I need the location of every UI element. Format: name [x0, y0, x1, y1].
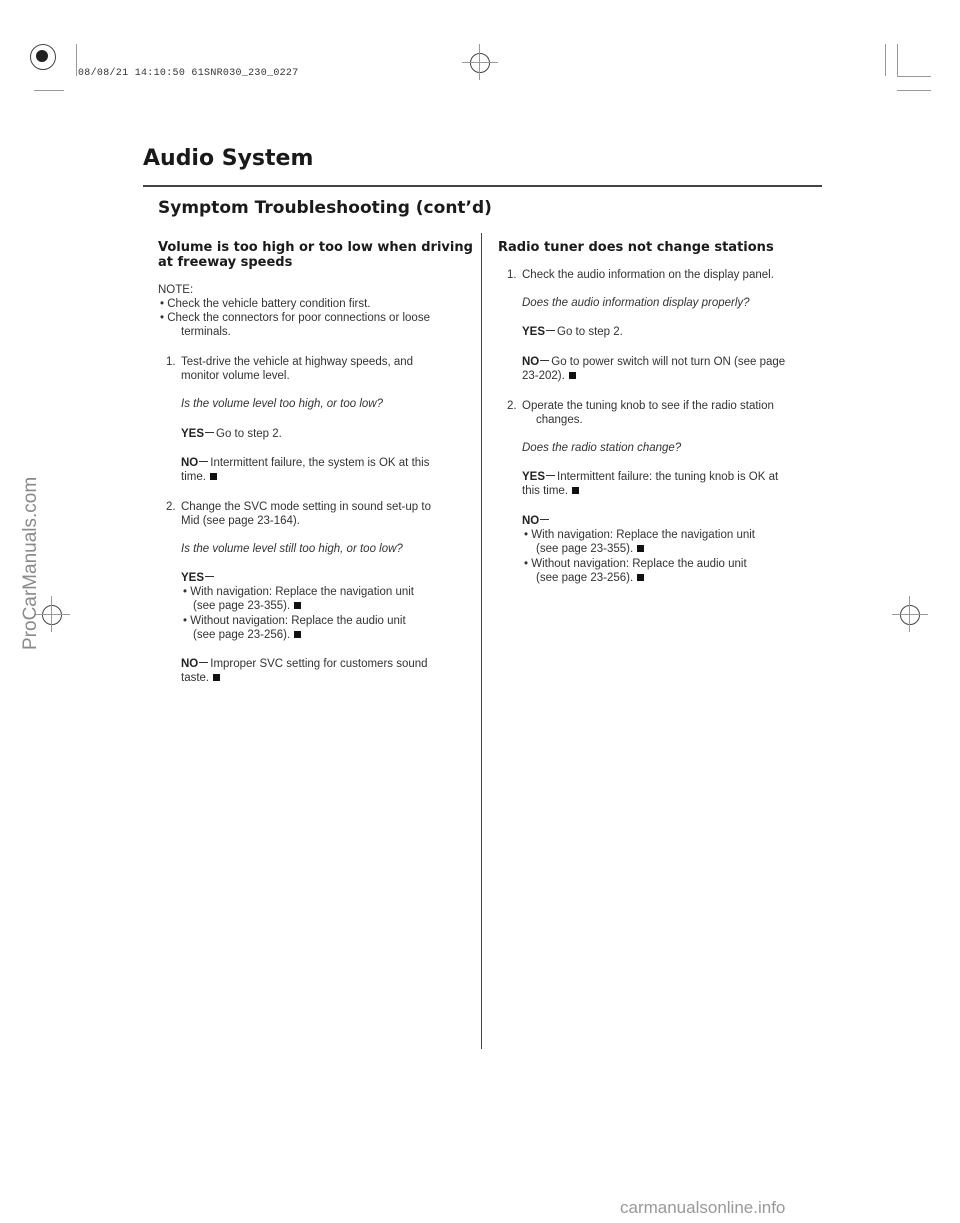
right-step1-number: 1.	[507, 269, 517, 281]
target-mark-top-left-fill	[36, 50, 48, 62]
right-step2-text-cont: changes.	[536, 414, 583, 426]
end-mark-icon	[213, 674, 220, 681]
crosshair-left	[42, 605, 62, 625]
right-heading: Radio tuner does not change stations	[498, 240, 774, 255]
left-step2-no: NO Improper SVC setting for customers sound	[181, 658, 428, 670]
note-item-connectors: • Check the connectors for poor connections or loose	[160, 312, 430, 324]
left-heading: Volume is too high or too low when driving at freeway speeds	[158, 240, 473, 270]
end-mark-icon	[210, 473, 217, 480]
right-step2-no-no-nav: • Without navigation: Replace the audio unit	[524, 558, 747, 570]
note-item-connectors-cont: terminals.	[181, 326, 231, 338]
left-step2-text: Change the SVC mode setting in sound set-up to	[181, 501, 431, 513]
left-step2-yes-nav: • With navigation: Replace the navigation unit	[183, 586, 414, 598]
right-step1-no-cont: 23-202).	[522, 369, 576, 383]
right-step1-yes: YES Go to step 2.	[522, 326, 623, 338]
right-step2-yes: YES Intermittent failure: the tuning knob is OK at	[522, 471, 779, 483]
left-question-2: Is the volume level still too high, or too low?	[181, 543, 403, 555]
crosshair-top	[470, 53, 490, 73]
bottom-watermark: carmanualsonline.info	[620, 1198, 786, 1217]
title-rule	[143, 185, 822, 187]
left-step2-text-cont: Mid (see page 23-164).	[181, 515, 300, 527]
right-step2-number: 2.	[507, 400, 517, 412]
section-subtitle: Symptom Troubleshooting (cont’d)	[158, 198, 492, 218]
left-step1-number: 1.	[166, 356, 176, 368]
print-stamp: 08/08/21 14:10:50 61SNR030_230_0227	[78, 68, 299, 79]
end-mark-icon	[637, 574, 644, 581]
left-question-1: Is the volume level too high, or too low?	[181, 398, 384, 410]
left-step1-yes: YES Go to step 2.	[181, 428, 282, 440]
side-watermark	[20, 476, 50, 680]
column-divider	[481, 233, 482, 1049]
left-step1-text: Test-drive the vehicle at highway speeds, and	[181, 356, 414, 368]
right-question-2: Does the radio station change?	[522, 442, 682, 454]
left-step1-no-cont: time.	[181, 470, 217, 484]
left-step2-yes-no-nav: • Without navigation: Replace the audio unit	[183, 615, 406, 627]
right-step1-text: Check the audio information on the display panel.	[522, 269, 774, 281]
page-title: Audio System	[143, 146, 314, 171]
end-mark-icon	[637, 545, 644, 552]
left-step2-no-cont: taste.	[181, 671, 220, 685]
end-mark-icon	[294, 602, 301, 609]
end-mark-icon	[572, 487, 579, 494]
right-question-1: Does the audio information display properly?	[522, 297, 750, 309]
right-step1-no: NO Go to power switch will not turn ON (see page	[522, 356, 786, 368]
left-step2-number: 2.	[166, 501, 176, 513]
left-step1-text-cont: monitor volume level.	[181, 370, 290, 382]
note-item-battery: • Check the vehicle battery condition first.	[160, 298, 371, 310]
left-step2-yes: YES	[181, 571, 216, 585]
note-label: NOTE:	[158, 284, 194, 296]
right-step2-no-nav: • With navigation: Replace the navigation unit	[524, 529, 755, 541]
end-mark-icon	[294, 631, 301, 638]
left-step2-yes-nav-cont: (see page 23-355).	[193, 599, 301, 613]
crosshair-right	[900, 605, 920, 625]
side-watermark-text: ProCarManuals.com	[20, 476, 41, 650]
end-mark-icon	[569, 372, 576, 379]
left-step1-no: NO Intermittent failure, the system is OK at this	[181, 457, 430, 469]
right-step2-no: NO	[522, 514, 551, 528]
right-step2-text: Operate the tuning knob to see if the radio station	[522, 400, 774, 412]
left-step2-yes-no-nav-cont: (see page 23-256).	[193, 628, 301, 642]
right-step2-no-nav-cont: (see page 23-355).	[536, 542, 644, 556]
right-step2-no-no-nav-cont: (see page 23-256).	[536, 571, 644, 585]
right-step2-yes-cont: this time.	[522, 484, 579, 498]
